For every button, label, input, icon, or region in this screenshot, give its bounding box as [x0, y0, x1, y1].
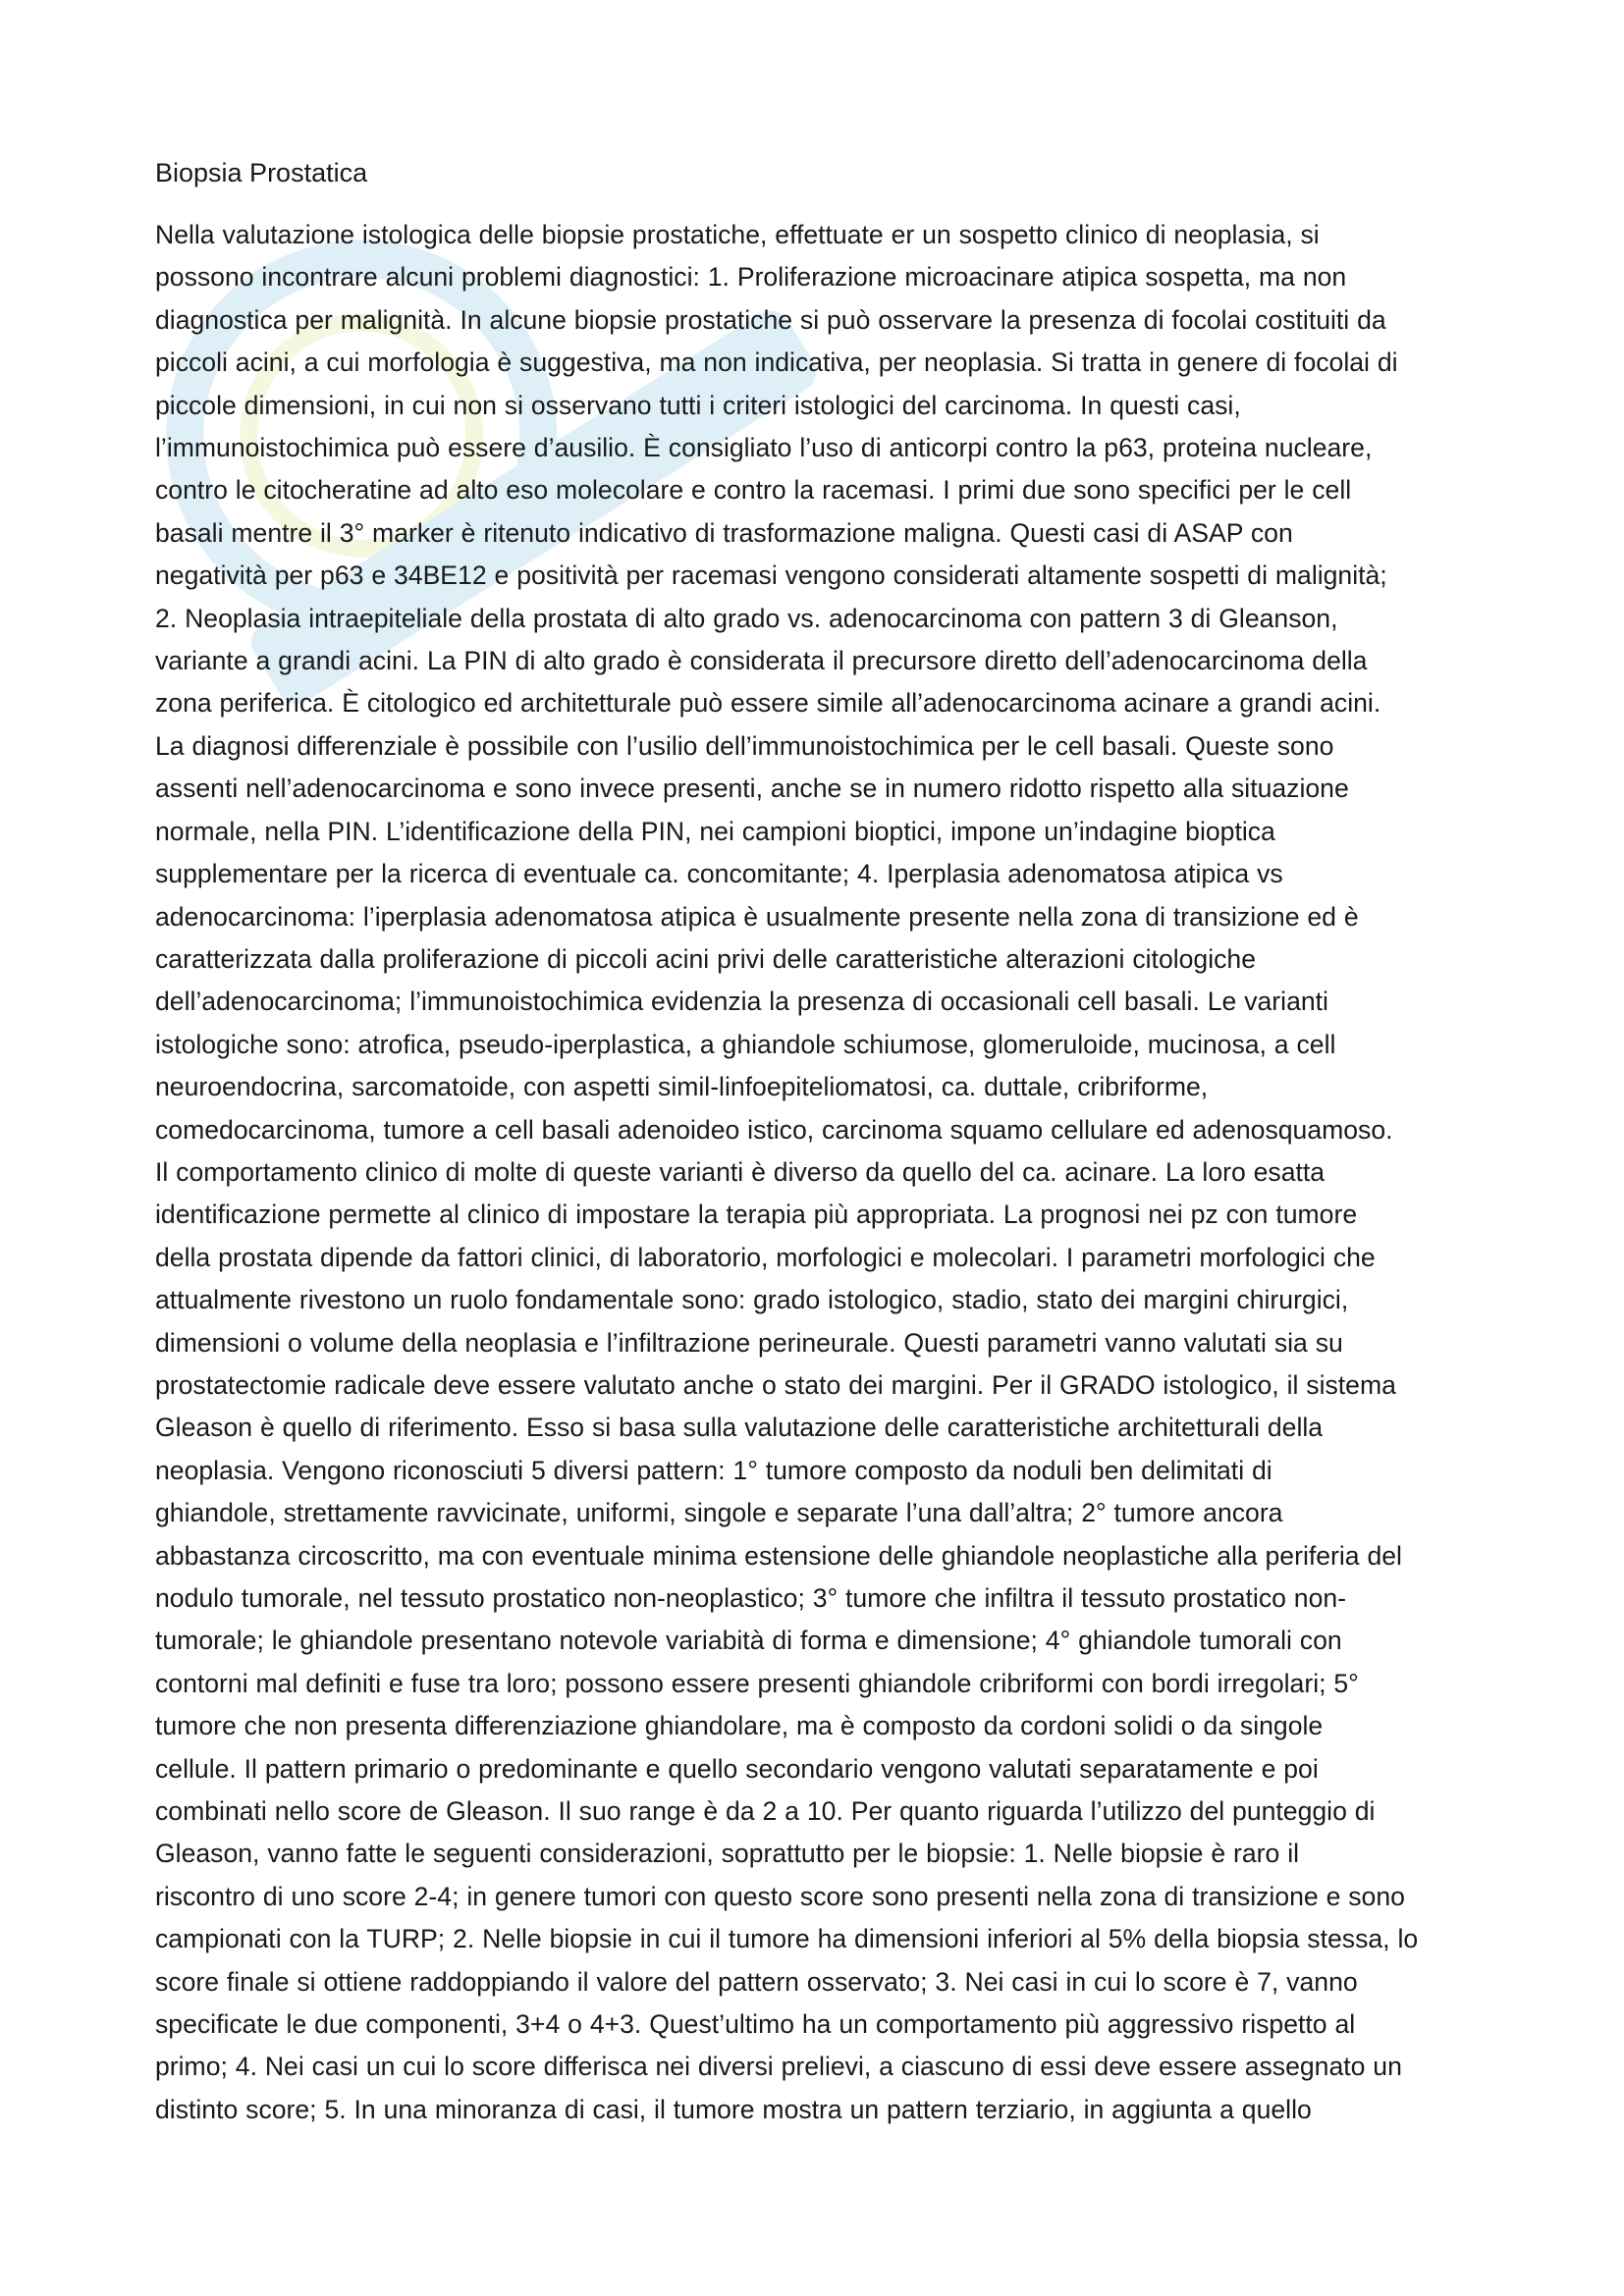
document-line: 2. Neoplasia intraepiteliale della prostata di alto grado vs. adenocarcinoma con pattern 3 di Gleanson, [155, 603, 1338, 633]
document-line: assenti nell’adenocarcinoma e sono invece presenti, anche se in numero ridotto rispetto alla situazione [155, 774, 1349, 804]
document-line: prostatectomie radicale deve essere valutato anche o stato dei margini. Per il GRADO istologico, il sistema [155, 1369, 1396, 1400]
document-line: cellule. Il pattern primario o predominante e quello secondario vengono valutati separatamente e poi [155, 1753, 1319, 1784]
document-line: contorni mal definiti e fuse tra loro; possono essere presenti ghiandole cribriformi con bordi irregolari; 5° [155, 1668, 1359, 1698]
document-line: Il comportamento clinico di molte di queste varianti è diverso da quello del ca. acinare. La loro esatta [155, 1156, 1326, 1187]
document-line: negatività per p63 e 34BE12 e positività per racemasi vengono considerati altamente sospetti di malignità; [155, 561, 1387, 591]
document-line: Gleason, vanno fatte le seguenti considerazioni, soprattutto per le biopsie: 1. Nelle biopsie è raro il [155, 1839, 1300, 1869]
document-line: piccoli acini, a cui morfologia è suggestiva, ma non indicativa, per neoplasia. Si tratta in genere di focolai di [155, 347, 1398, 378]
document-line: contro le citocheratine ad alto eso molecolare e contro la racemasi. I primi due sono specifici per le cell [155, 475, 1352, 506]
document-line: dell’adenocarcinoma; l’immunoistochimica evidenzia la presenza di occasionali cell basali. Le varianti [155, 987, 1328, 1017]
document-line: abbastanza circoscritto, ma con eventuale minima estensione delle ghiandole neoplastiche alla periferia del [155, 1540, 1402, 1571]
document-line: nodulo tumorale, nel tessuto prostatico non-neoplastico; 3° tumore che infiltra il tessuto prostatico non- [155, 1583, 1347, 1613]
document-line: comedocarcinoma, tumore a cell basali adenoideo istico, carcinoma squamo cellulare ed adenosquamoso. [155, 1114, 1393, 1145]
document-line: specificate le due componenti, 3+4 o 4+3. Quest’ultimo ha un comportamento più aggressivo rispetto al [155, 2009, 1356, 2040]
document-line: distinto score; 5. In una minoranza di casi, il tumore mostra un pattern terziario, in aggiunta a quello [155, 2094, 1312, 2124]
document-line: normale, nella PIN. L’identificazione della PIN, nei campioni bioptici, impone un’indagine bioptica [155, 816, 1275, 846]
document-line: tumorale; le ghiandole presentano notevole variabità di forma e dimensione; 4° ghiandole tumorali con [155, 1626, 1342, 1656]
document-line: adenocarcinoma: l’iperplasia adenomatosa atipica è usualmente presente nella zona di transizione ed è [155, 901, 1359, 932]
document-line: istologiche sono: atrofica, pseudo-iperplastica, a ghiandole schiumose, glomeruloide, mucinosa, a cell [155, 1029, 1336, 1059]
document-line: della prostata dipende da fattori clinici, di laboratorio, morfologici e molecolari. I parametri morfologici che [155, 1242, 1376, 1272]
document-body [155, 214, 1481, 2131]
document-page [155, 152, 1481, 2131]
document-line: tumore che non presenta differenziazione ghiandolare, ma è composto da cordoni solidi o da singole [155, 1711, 1324, 1741]
document-line: variante a grandi acini. La PIN di alto grado è considerata il precursore diretto dell’adenocarcinoma della [155, 646, 1368, 676]
document-line: piccole dimensioni, in cui non si osservano tutti i criteri istologici del carcinoma. In questi casi, [155, 390, 1241, 420]
document-line: basali mentre il 3° marker è ritenuto indicativo di trasformazione maligna. Questi casi di ASAP con [155, 517, 1293, 548]
document-line: supplementare per la ricerca di eventuale ca. concomitante; 4. Iperplasia adenomatosa atipica vs [155, 859, 1283, 889]
document-line: l’immunoistochimica può essere d’ausilio. È consigliato l’uso di anticorpi contro la p63, proteina nucleare, [155, 433, 1373, 463]
document-line: caratterizzata dalla proliferazione di piccoli acini privi delle caratteristiche alterazioni citologiche [155, 943, 1257, 974]
document-line: primo; 4. Nei casi un cui lo score differisca nei diversi prelievi, a ciascuno di essi deve essere assegnato un [155, 2052, 1402, 2082]
document-line: identificazione permette al clinico di impostare la terapia più appropriata. La prognosi nei pz con tumore [155, 1200, 1358, 1230]
document-line: Gleason è quello di riferimento. Esso si basa sulla valutazione delle caratteristiche architetturali della [155, 1413, 1324, 1443]
document-line: possono incontrare alcuni problemi diagnostici: 1. Proliferazione microacinare atipica sospetta, ma non [155, 262, 1347, 293]
document-line: ghiandole, strettamente ravvicinate, uniformi, singole e separate l’una dall’altra; 2° tumore ancora [155, 1498, 1283, 1528]
document-line: riscontro di uno score 2-4; in genere tumori con questo score sono presenti nella zona di transizione e sono [155, 1881, 1405, 1911]
document-line: dimensioni o volume della neoplasia e l’infiltrazione perineurale. Questi parametri vanno valutati sia su [155, 1327, 1343, 1358]
document-line: combinati nello score de Gleason. Il suo range è da 2 a 10. Per quanto riguarda l’utilizzo del punteggio di [155, 1796, 1376, 1827]
document-line: neoplasia. Vengono riconosciuti 5 diversi pattern: 1° tumore composto da noduli ben delimitati di [155, 1455, 1272, 1485]
document-line: score finale si ottiene raddoppiando il valore del pattern osservato; 3. Nei casi in cui lo score è 7, vanno [155, 1966, 1358, 1997]
document-title: Biopsia Prostatica [155, 158, 368, 187]
document-line: zona periferica. È citologico ed architetturale può essere simile all’adenocarcinoma acinare a grandi acini. [155, 688, 1381, 719]
document-line: attualmente rivestono un ruolo fondamentale sono: grado istologico, stadio, stato dei margini chirurgici, [155, 1285, 1349, 1315]
document-line: diagnostica per malignità. In alcune biopsie prostatiche si può osservare la presenza di focolai costituiti da [155, 304, 1386, 335]
document-line: campionati con la TURP; 2. Nelle biopsie in cui il tumore ha dimensioni inferiori al 5% della biopsia stessa, lo [155, 1924, 1419, 1954]
document-line: Nella valutazione istologica delle biopsie prostatiche, effettuate er un sospetto clinico di neoplasia, si [155, 220, 1320, 249]
document-line: neuroendocrina, sarcomatoide, con aspetti simil-linfoepiteliomatosi, ca. duttale, cribriforme, [155, 1072, 1209, 1102]
document-line: La diagnosi differenziale è possibile con l’usilio dell’immunoistochimica per le cell basali. Queste sono [155, 730, 1334, 761]
